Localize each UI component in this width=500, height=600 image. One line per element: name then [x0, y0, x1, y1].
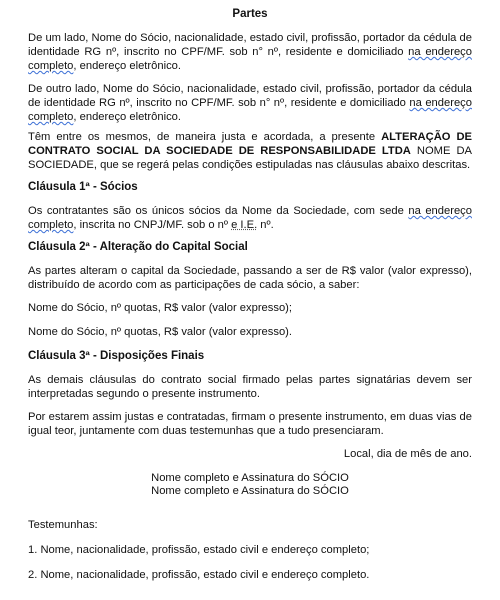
witness-1: 1. Nome, nacionalidade, profissão, estado civil e endereço completo;: [28, 544, 370, 556]
party-1-tail: , endereço eletrônico.: [73, 60, 181, 72]
clause-2-heading: Cláusula 2ª - Alteração do Capital Social: [28, 241, 248, 253]
intro-paragraph: [28, 130, 472, 172]
party-1-text: De um lado, Nome do Sócio, nacionalidade, estado civil, profissão, portador da cédula de identidade RG nº, inscrito no CPF/MF. sob n° nº, residente e domiciliado: [28, 32, 472, 58]
clause-3-heading: Cláusula 3ª - Disposições Finais: [28, 350, 205, 362]
witness-2: 2. Nome, nacionalidade, profissão, estado civil e endereço completo.: [28, 569, 370, 581]
signature-line-2: Nome completo e Assinatura do SÓCIO: [151, 485, 349, 497]
clause-1-address-flagged: na endereço completo: [28, 205, 472, 231]
intro-text: Têm entre os mesmos, de maneira justa e acordada, a presente: [28, 131, 382, 143]
party-2-address-flagged: na endereço completo: [28, 97, 472, 123]
clause-1-paragraph: [28, 204, 472, 232]
clause-3-paragraph-2: Por estarem assim justas e contratadas, firmam o presente instrumento, em duas vias de igual teor, juntamente com duas testemunhas que a tudo presenciaram.: [28, 411, 472, 437]
clause-1-text: Os contratantes são os únicos sócios da Nome da Sociedade, com sede: [28, 205, 409, 217]
party-2-text: De outro lado, Nome do Sócio, nacionalidade, estado civil, profissão, portador da cédula de identidade RG nº, inscrito no CPF/MF. sob n° nº, residente e domiciliado: [28, 83, 472, 109]
clause-3-paragraph-1: As demais cláusulas do contrato social firmado pelas partes signatárias devem ser interpretadas segundo o presente instrumento.: [28, 374, 472, 400]
clause-1-tail: nº.: [257, 219, 274, 231]
party-1-paragraph: [28, 31, 472, 73]
signature-line-1: Nome completo e Assinatura do SÓCIO: [151, 472, 349, 484]
party-2-paragraph: [28, 82, 472, 124]
clause-2-partner-1: Nome do Sócio, nº quotas, R$ valor (valor expresso);: [28, 302, 293, 314]
clause-1-ie-flagged: e I.E.: [231, 219, 258, 231]
party-2-tail: , endereço eletrônico.: [73, 111, 181, 123]
party-1-address-flagged: na endereço completo: [28, 46, 472, 72]
clause-1-mid: , inscrita no CNPJ/MF. sob o nº: [73, 219, 232, 231]
witnesses-heading: Testemunhas:: [28, 519, 98, 531]
intro-contract-title: ALTERAÇÃO DE CONTRATO SOCIAL DA SOCIEDADE DE RESPONSABILIDADE LTDA: [28, 131, 472, 157]
clause-2-partner-2: Nome do Sócio, nº quotas, R$ valor (valor expresso).: [28, 326, 293, 338]
place-date: Local, dia de mês de ano.: [343, 448, 472, 460]
clause-2-paragraph: As partes alteram o capital da Sociedade, passando a ser de R$ valor (valor expresso), distribuído de acordo com as participações de cada sócio, a saber:: [28, 265, 472, 291]
intro-tail: NOME DA SOCIEDADE, que se regerá pelas condições estipuladas nas cláusulas abaixo descritas.: [28, 145, 472, 171]
clause-1-heading: Cláusula 1ª - Sócios: [28, 181, 138, 193]
document-title: Partes: [232, 8, 268, 20]
